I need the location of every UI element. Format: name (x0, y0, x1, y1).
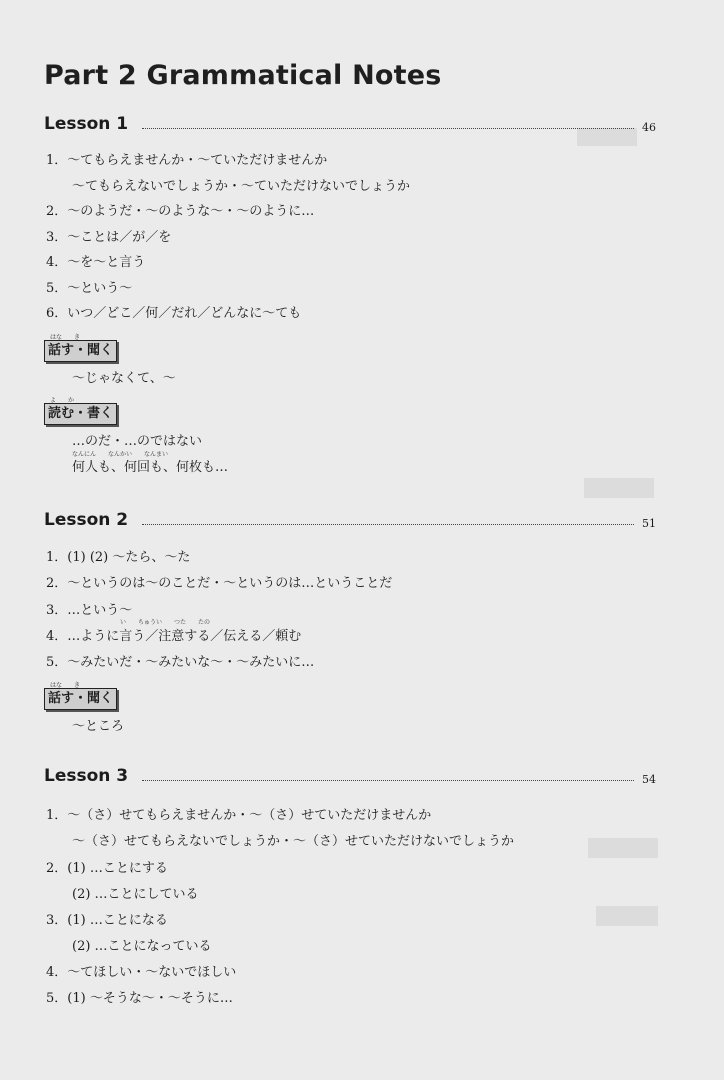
leader-dots (142, 524, 634, 525)
lesson-title: Lesson 1 (44, 114, 129, 134)
skill-label-speaking-listening: 話す・聞く (44, 688, 117, 710)
grammar-item: 1．～（さ）せてもらえませんか・～（さ）せていただけませんか (46, 808, 432, 823)
skill-item: 何人も、何回も、何枚も… (72, 460, 229, 475)
leader-dots (142, 780, 634, 781)
furigana: よ か (50, 397, 75, 404)
lesson-heading (44, 764, 656, 788)
grammar-item: 1．(1) (2) ～たら、～た (46, 550, 191, 565)
grammar-item: 4．…ように言う／注意する／伝える／頼む (46, 629, 302, 644)
grammar-item: 5．(1) ～そうな～・～そうに… (46, 991, 233, 1006)
grammar-item: 2．～というのは～のことだ・～というのは…ということだ (46, 576, 393, 591)
lesson-title: Lesson 2 (44, 510, 129, 530)
skill-label-speaking-listening: 話す・聞く (44, 340, 117, 362)
page-number: 54 (642, 773, 656, 786)
grammar-item: 5．～みたいだ・～みたいな～・～みたいに… (46, 655, 315, 670)
grammar-item: 1．～てもらえませんか・～ていただけませんか (46, 153, 328, 168)
leader-dots (142, 128, 634, 129)
grammar-item: 2．(1) …ことにする (46, 861, 168, 876)
show-through-box (596, 906, 658, 926)
grammar-item: 3．(1) …ことになる (46, 913, 168, 928)
page-number: 51 (642, 517, 656, 530)
grammar-item: 5．～という～ (46, 281, 133, 296)
grammar-item: 3．～ことは／が／を (46, 230, 172, 245)
lesson-heading (44, 508, 656, 532)
grammar-item: 6．いつ／どこ／何／だれ／どんなに～ても (46, 306, 302, 321)
grammar-item: (2) …ことになっている (72, 939, 212, 954)
grammar-item: (2) …ことにしている (72, 887, 199, 902)
lesson-title: Lesson 3 (44, 766, 129, 786)
grammar-item: ～（さ）せてもらえないでしょうか・～（さ）せていただけないでしょうか (72, 834, 515, 849)
part-title: Part 2 Grammatical Notes (44, 60, 442, 91)
grammar-item: 4．～を～と言う (46, 255, 146, 270)
skill-item: ～じゃなくて、～ (72, 371, 176, 386)
show-through-box (584, 478, 654, 498)
furigana: い ちゅうい つた たの (120, 619, 211, 626)
grammar-item: 4．～てほしい・～ないでほしい (46, 965, 237, 980)
page-number: 46 (642, 121, 656, 134)
furigana: はな き (50, 334, 81, 341)
grammar-item: 2．～のようだ・～のような～・～のように… (46, 204, 315, 219)
lesson-heading (44, 112, 656, 136)
skill-item: …のだ・…のではない (72, 434, 203, 449)
skill-item: ～ところ (72, 719, 125, 734)
furigana: なんにん なんかい なんまい (72, 451, 169, 458)
grammar-item: 3．…という～ (46, 603, 133, 618)
furigana: はな き (50, 682, 81, 689)
show-through-box (588, 838, 658, 858)
skill-label-reading-writing: 読む・書く (44, 403, 117, 425)
grammar-item: ～てもらえないでしょうか・～ていただけないでしょうか (72, 179, 411, 194)
